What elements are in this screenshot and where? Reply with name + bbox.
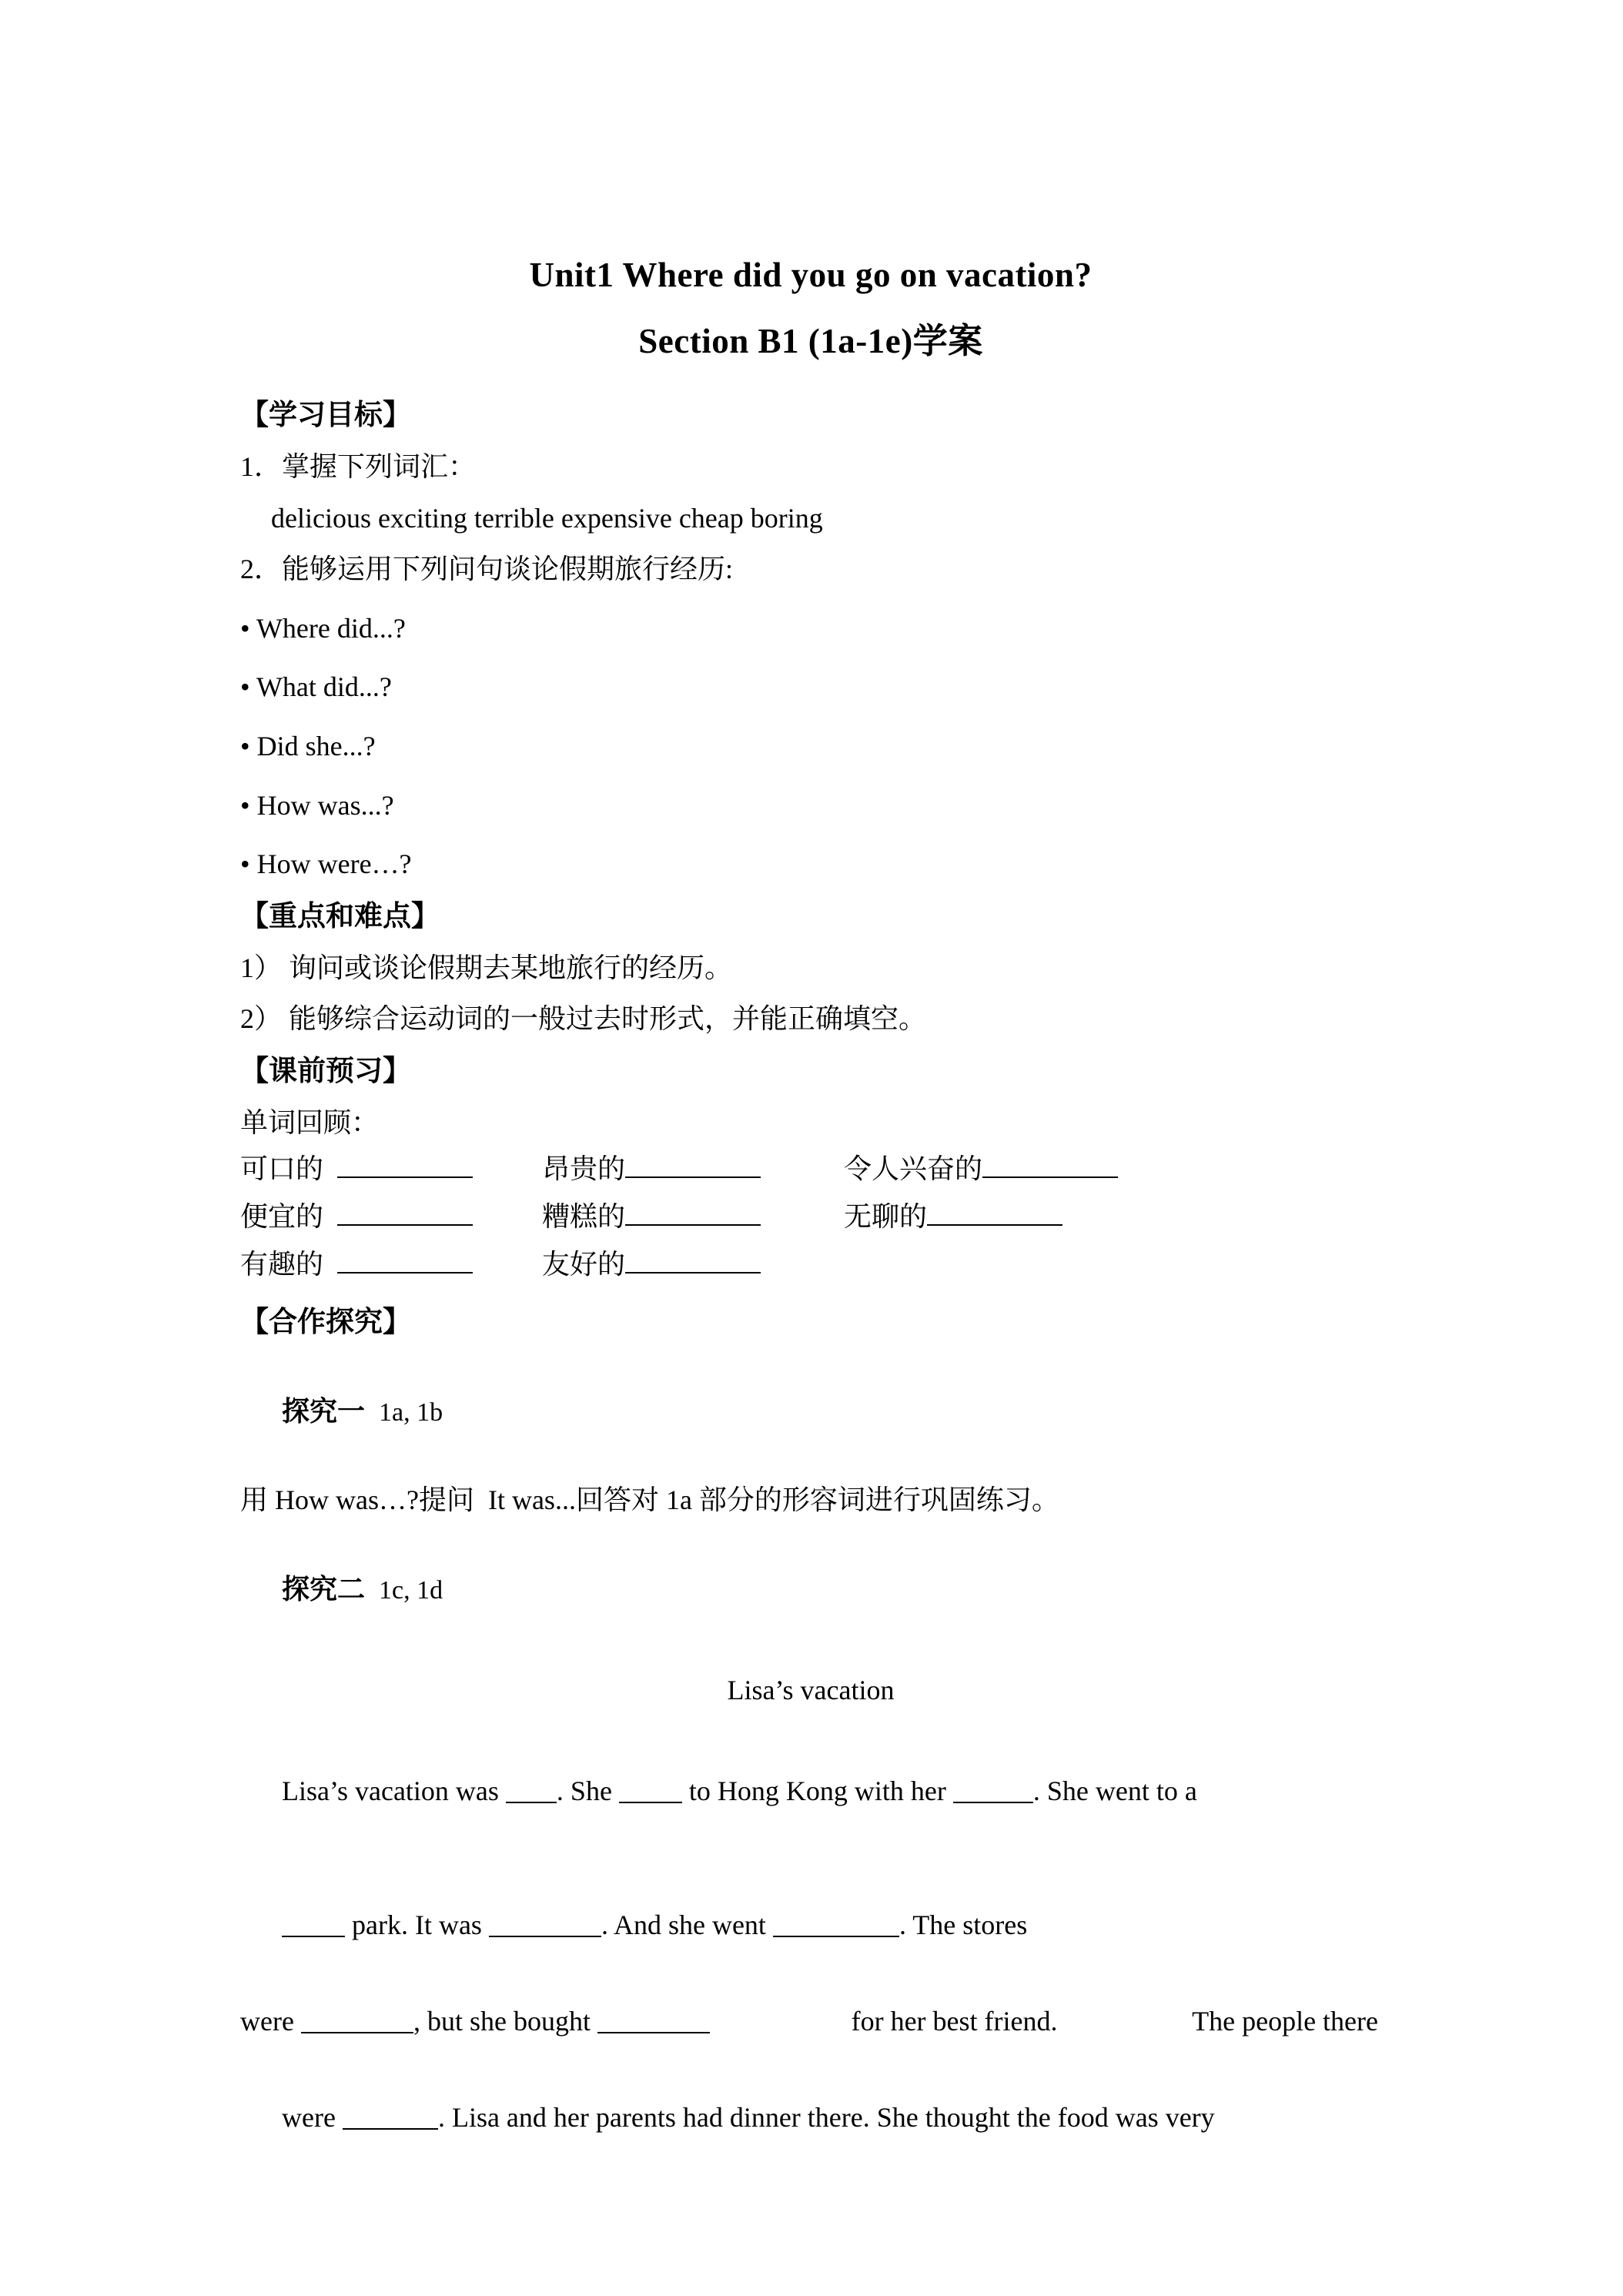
spacer [240, 883, 1381, 897]
vocab-cell [542, 1246, 844, 1284]
objective-item-1: 1．掌握下列词汇： [240, 450, 477, 482]
spacer [240, 486, 1381, 500]
inquiry-two-label: 探究二 [282, 1572, 366, 1605]
objective-word-list: delicious exciting terrible expensive cheap boring [271, 502, 823, 534]
question-bullet-did-she: • Did she...? [240, 730, 376, 761]
vocab-cell [240, 1150, 542, 1188]
cloze-blank-input[interactable] [597, 2007, 710, 2033]
cloze-text: Lisa’s vacation was [282, 1776, 506, 1807]
inquiry-two-heading [240, 1533, 1381, 1645]
vocab-row [240, 1246, 1381, 1294]
spacer [240, 1645, 1381, 1672]
section-heading-key-points: 【重点和难点】 [240, 899, 440, 932]
spacer [240, 824, 1381, 845]
vocab-blank-input[interactable] [625, 1150, 761, 1178]
vocab-row [240, 1198, 1381, 1246]
document-title-english: Unit1 Where did you go on vacation? [529, 256, 1093, 294]
cloze-text: to Hong Kong with her [681, 1776, 953, 1807]
vocab-label: 无聊的 [844, 1201, 928, 1233]
cloze-text: The people there [1192, 2006, 1378, 2037]
vocab-label: 糟糕的 [542, 1201, 626, 1233]
vocab-blank-input[interactable] [337, 1150, 473, 1178]
spacer [240, 1038, 1381, 1052]
document-title-chinese: Section B1 (1a-1e)学案 [638, 322, 983, 360]
cloze-text: . Lisa and her parents had dinner there. She thought the food was very [437, 2102, 1215, 2134]
question-bullet-where: • Where did...? [240, 612, 406, 644]
vocab-label: 可口的 [240, 1153, 324, 1185]
cloze-blank-input[interactable] [506, 1777, 557, 1803]
inquiry-one-reference: 1a, 1b [379, 1397, 443, 1427]
inquiry-one-label: 探究一 [282, 1394, 366, 1427]
vocab-label: 昂贵的 [542, 1153, 626, 1185]
spacer [240, 1519, 1381, 1533]
section-heading-cooperation: 【合作探究】 [240, 1306, 411, 1338]
key-point-item-1: 1） 询问或谈论假期去某地旅行的经历。 [240, 952, 733, 983]
spacer [240, 1468, 1381, 1481]
vocab-blank-input[interactable] [337, 1246, 473, 1274]
cloze-line-1 [240, 1735, 1381, 1848]
cloze-line-4 [240, 2062, 1381, 2174]
vocab-label: 有趣的 [240, 1249, 324, 1280]
vocab-blank-input[interactable] [982, 1150, 1118, 1178]
vocab-label: 便宜的 [240, 1201, 324, 1233]
cloze-text: . She went to a [1032, 1776, 1197, 1807]
spacer [240, 537, 1381, 551]
preview-subheading: 单词回顾： [240, 1106, 380, 1138]
cloze-text: were [282, 2102, 343, 2134]
document-content [240, 0, 1381, 2174]
vocab-cell [844, 1150, 1146, 1188]
question-bullet-how-was: • How was...? [240, 789, 394, 821]
spacer [240, 1090, 1381, 1104]
inquiry-one-text: 用 How was…?提问 It was...回答对 1a 部分的形容词进行巩固练习。 [240, 1484, 1059, 1516]
spacer [240, 935, 1381, 949]
vocab-blank-input[interactable] [927, 1198, 1062, 1226]
section-heading-objectives: 【学习目标】 [240, 399, 411, 430]
cloze-blank-input[interactable] [773, 1911, 899, 1937]
vocab-cell [844, 1198, 1146, 1236]
vocab-cell [542, 1150, 844, 1188]
cloze-blank-input[interactable] [301, 2007, 413, 2033]
cloze-blank-input[interactable] [619, 1777, 682, 1803]
vocab-blank-input[interactable] [625, 1198, 761, 1226]
cloze-text: park. It was [345, 1909, 489, 1940]
cloze-text: for her best friend. [844, 2006, 1058, 2037]
cloze-segment [240, 2003, 710, 2040]
cloze-text: were [240, 2006, 301, 2037]
spacer [240, 1847, 1381, 1869]
cloze-text: . And she went [601, 1909, 773, 1940]
vocab-cell [240, 1246, 542, 1284]
objective-item-2: 2．能够运用下列问句谈论假期旅行经历: [240, 554, 734, 585]
key-point-item-2: 2） 能够综合运动词的一般过去时形式，并能正确填空。 [240, 1003, 927, 1035]
cloze-blank-input[interactable] [953, 1777, 1033, 1803]
vocab-row [240, 1150, 1381, 1198]
question-bullet-what: • What did...? [240, 671, 392, 703]
spacer [240, 1709, 1381, 1735]
vocab-cell [542, 1198, 844, 1236]
spacer [240, 588, 1381, 610]
cloze-title: Lisa’s vacation [727, 1675, 895, 1706]
spacer [240, 1294, 1381, 1303]
inquiry-two-reference: 1c, 1d [379, 1575, 443, 1605]
inquiry-one-heading [240, 1355, 1381, 1468]
spacer [240, 362, 1381, 396]
section-heading-preview: 【课前预习】 [240, 1054, 411, 1086]
spacer [240, 765, 1381, 787]
vocab-blank-input[interactable] [625, 1246, 761, 1274]
cloze-text: . She [556, 1776, 619, 1807]
spacer [240, 1341, 1381, 1355]
spacer [240, 434, 1381, 448]
spacer [240, 647, 1381, 668]
spacer [240, 706, 1381, 728]
cloze-blank-input[interactable] [343, 2104, 438, 2130]
cloze-text: , but she bought [413, 2006, 597, 2037]
spacer [240, 986, 1381, 1000]
vocab-label: 友好的 [542, 1249, 626, 1280]
vocab-cell [240, 1198, 542, 1236]
cloze-line-2 [240, 1869, 1381, 1981]
vocab-blank-input[interactable] [337, 1198, 473, 1226]
cloze-text: . The stores [899, 1909, 1028, 1940]
cloze-line-3 [240, 2003, 1378, 2040]
spacer [240, 1141, 1381, 1150]
question-bullet-how-were: • How were…? [240, 848, 412, 880]
cloze-blank-input[interactable] [282, 1911, 345, 1937]
spacer [240, 2040, 1381, 2062]
vocab-label: 令人兴奋的 [844, 1153, 983, 1185]
cloze-blank-input[interactable] [489, 1911, 601, 1937]
spacer [240, 1981, 1381, 2003]
